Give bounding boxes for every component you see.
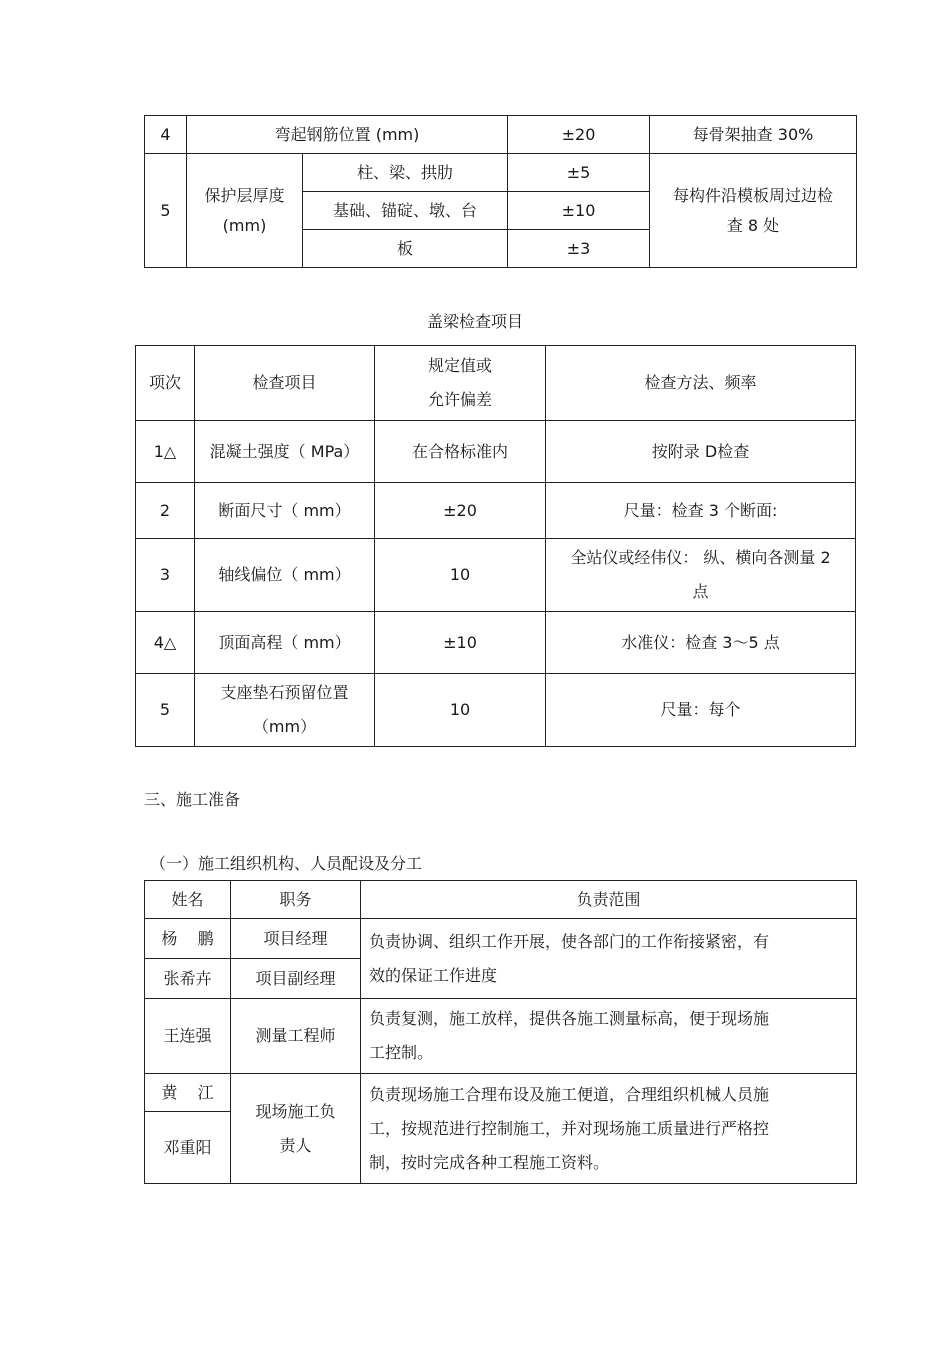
responsibility-line: 工控制。 <box>369 1043 434 1062</box>
check-item: 断面尺寸（ mm） <box>195 483 375 539</box>
check-item-line: 支座垫石预留位置 <box>220 683 349 702</box>
check-item-line: (mm) <box>222 215 267 235</box>
table-row <box>145 999 857 1074</box>
header-item: 检查项目 <box>195 346 375 421</box>
responsibility <box>361 1074 857 1184</box>
check-item <box>187 154 303 268</box>
sub-item: 柱、梁、拱肋 <box>303 154 508 192</box>
table-row <box>136 612 856 674</box>
person-role-line: 责人 <box>279 1135 312 1155</box>
person-role: 项目经理 <box>231 919 361 959</box>
tolerance: ±3 <box>508 230 650 268</box>
cap-beam-check-table <box>135 345 856 747</box>
table-row <box>136 539 856 612</box>
rebar-tolerance-table <box>144 115 857 268</box>
header-spec-line: 允许偏差 <box>427 390 492 409</box>
row-number: 4△ <box>136 612 195 674</box>
person-role-line: 现场施工负 <box>255 1101 336 1121</box>
header-method: 检查方法、频率 <box>546 346 856 421</box>
responsibility-line: 负责现场施工合理布设及施工便道，合理组织机械人员施 <box>369 1084 770 1104</box>
table-header-row <box>136 346 856 421</box>
row-number: 5 <box>145 154 187 268</box>
header-role: 职务 <box>231 881 361 919</box>
person-name: 杨 鹏 <box>145 919 231 959</box>
header-spec <box>375 346 546 421</box>
person-role: 测量工程师 <box>231 999 361 1074</box>
check-method <box>650 154 857 268</box>
sub-item: 板 <box>303 230 508 268</box>
spec: 10 <box>375 674 546 747</box>
check-item-line: 保护层厚度 <box>204 185 285 205</box>
person-role <box>231 1074 361 1184</box>
header-no: 项次 <box>136 346 195 421</box>
person-name: 王连强 <box>145 999 231 1074</box>
header-scope: 负责范围 <box>361 881 857 919</box>
check-method: 尺量：检查 3 个断面: <box>546 483 856 539</box>
person-name: 张希卉 <box>145 959 231 999</box>
table-header-row <box>145 881 857 919</box>
responsibility-line: 效的保证工作进度 <box>369 965 498 985</box>
check-method <box>546 539 856 612</box>
tolerance: ±20 <box>508 116 650 154</box>
row-number: 1△ <box>136 421 195 483</box>
tolerance: ±10 <box>508 192 650 230</box>
row-number: 5 <box>136 674 195 747</box>
check-item: 顶面高程（ mm） <box>195 612 375 674</box>
row-number: 4 <box>145 116 187 154</box>
table-title: 盖梁检查项目 <box>426 312 523 331</box>
spec: ±20 <box>375 483 546 539</box>
person-name: 黄 江 <box>145 1074 231 1112</box>
subsection-heading: （一）施工组织机构、人员配设及分工 <box>150 854 423 873</box>
responsibility-line: 工，按规范进行控制施工，并对现场施工质量进行严格控 <box>369 1118 770 1138</box>
header-spec-line: 规定值或 <box>427 356 492 375</box>
table-row <box>136 483 856 539</box>
responsibility-line: 负责协调、组织工作开展，使各部门的工作衔接紧密，有 <box>369 931 770 951</box>
check-item-line: （mm） <box>252 717 317 736</box>
check-method: 按附录 D检查 <box>546 421 856 483</box>
check-method-line: 查 8 处 <box>726 215 780 235</box>
tolerance: ±5 <box>508 154 650 192</box>
sub-item: 基础、锚碇、墩、台 <box>303 192 508 230</box>
row-number: 3 <box>136 539 195 612</box>
responsibility <box>361 919 857 999</box>
responsibility-line: 制，按时完成各种工程施工资料。 <box>369 1152 610 1172</box>
check-item: 混凝土强度（ MPa） <box>195 421 375 483</box>
check-method-line: 每构件沿模板周过边检 <box>672 185 833 205</box>
check-item: 轴线偏位（ mm） <box>195 539 375 612</box>
table-row <box>145 154 857 192</box>
table-row <box>145 1074 857 1112</box>
header-name: 姓名 <box>145 881 231 919</box>
spec: 在合格标准内 <box>375 421 546 483</box>
person-role: 项目副经理 <box>231 959 361 999</box>
check-method-line: 全站仪或经伟仪： 纵、横向各测量 2 <box>570 548 831 567</box>
table-row <box>145 919 857 959</box>
responsibility-line: 负责复测，施工放样，提供各施工测量标高，便于现场施 <box>369 1009 770 1028</box>
check-method: 每骨架抽查 30% <box>650 116 857 154</box>
check-method: 水准仪：检查 3～5 点 <box>546 612 856 674</box>
table-row <box>136 421 856 483</box>
section-heading: 三、施工准备 <box>144 790 241 809</box>
check-item: 弯起钢筋位置 (mm) <box>187 116 508 154</box>
row-number: 2 <box>136 483 195 539</box>
check-method: 尺量：每个 <box>546 674 856 747</box>
check-item <box>195 674 375 747</box>
table-row <box>136 674 856 747</box>
person-name: 邓重阳 <box>145 1112 231 1184</box>
staff-table <box>144 880 857 1184</box>
spec: 10 <box>375 539 546 612</box>
check-method-line: 点 <box>692 582 709 601</box>
responsibility <box>361 999 857 1074</box>
table-row <box>145 116 857 154</box>
spec: ±10 <box>375 612 546 674</box>
